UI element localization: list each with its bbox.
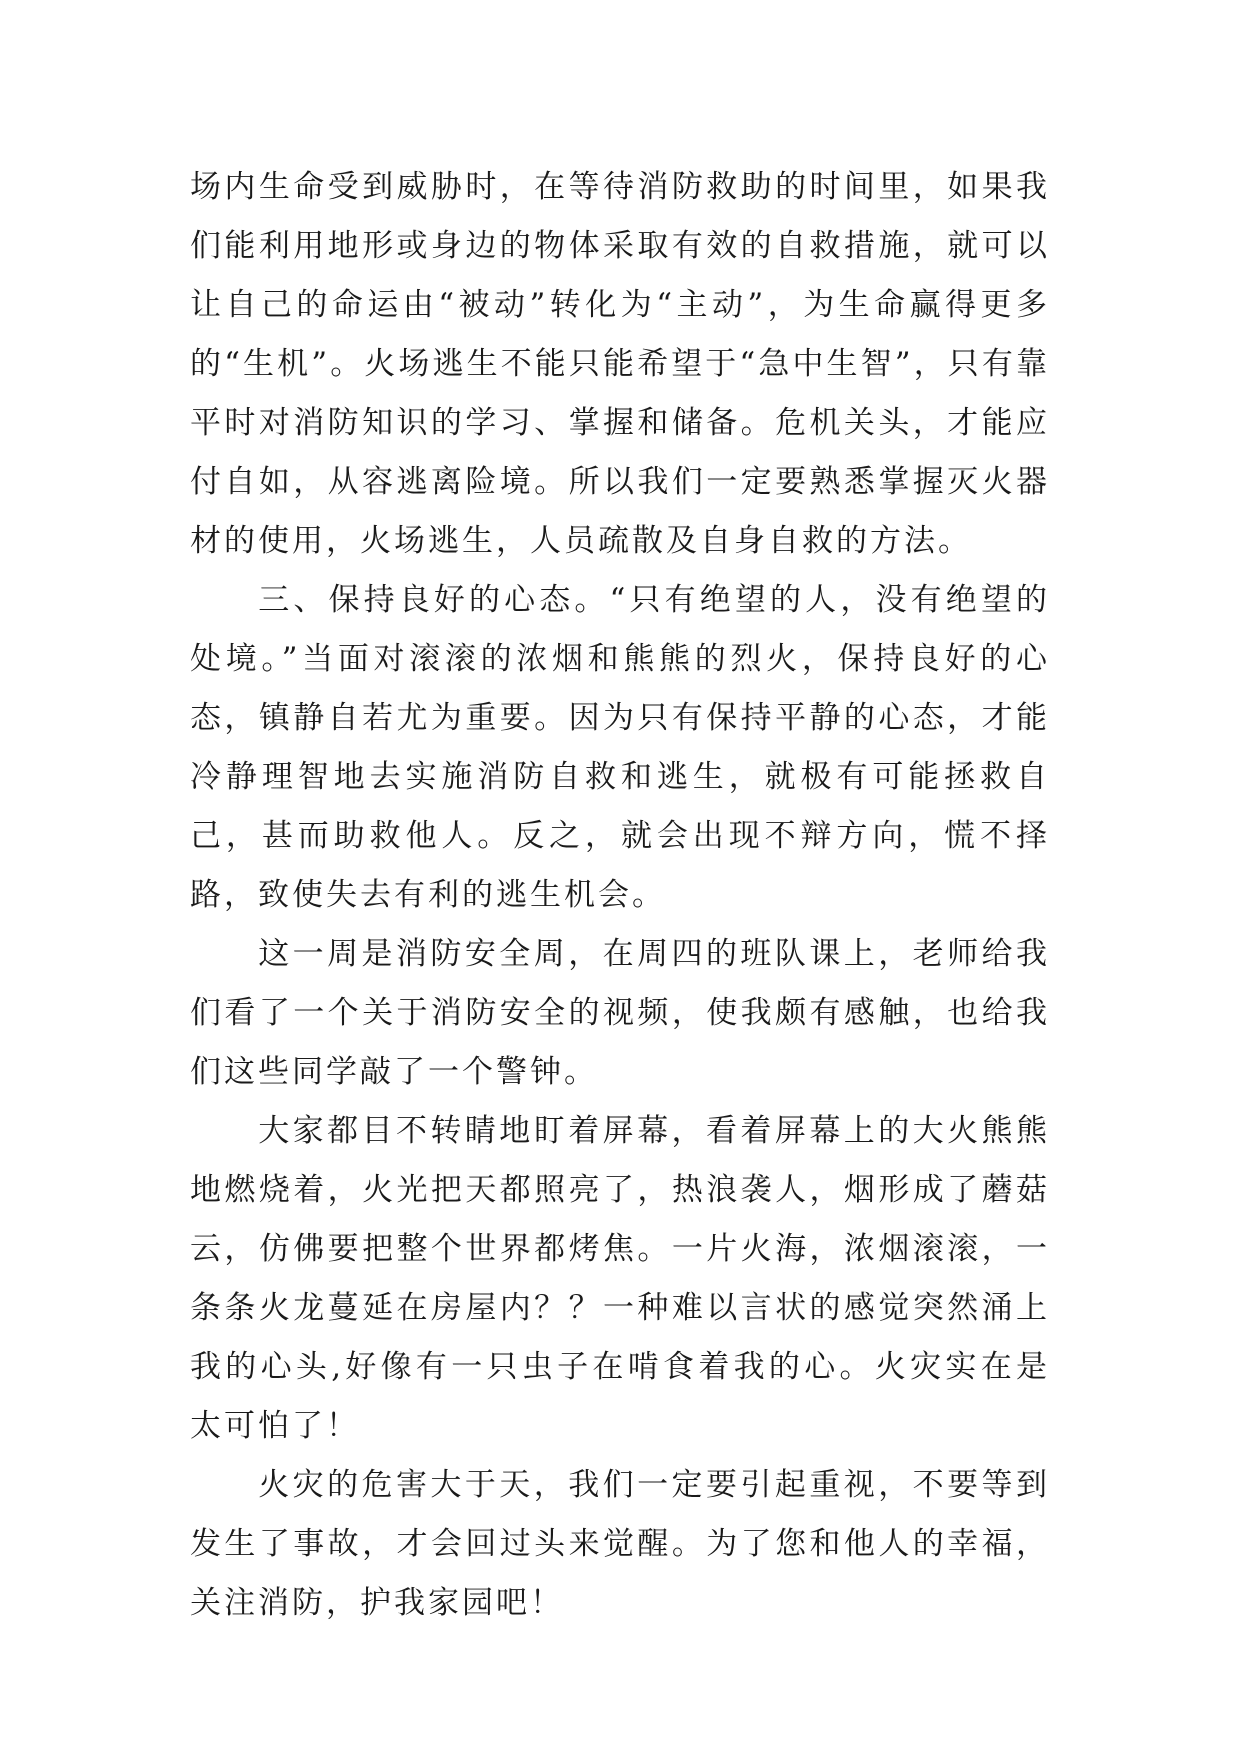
paragraph-conclusion: 火灾的危害大于天，我们一定要引起重视，不要等到发生了事故，才会回过头来觉醒。为了您和他人的幸福，关注消防，护我家园吧！ [190, 1467, 1050, 1621]
paragraph-good-mindset: 三、保持良好的心态。“只有绝望的人，没有绝望的处境。”当面对滚滚的浓烟和熊熊的烈火，保持良好的心态，镇静自若尤为重要。因为只有保持平静的心态，才能冷静理智地去实施消防自救和逃生，就极有可能拯救自己，甚而助救他人。反之，就会出现不辩方向，慌不择路，致使失去有利的逃生机会。 [190, 582, 1050, 913]
paragraph-fire-self-rescue: 场内生命受到威胁时，在等待消防救助的时间里，如果我们能利用地形或身边的物体采取有效的自救措施，就可以让自己的命运由“被动”转化为“主动”，为生命赢得更多的“生机”。火场逃生不能只能希望于“急中生智”，只有靠平时对消防知识的学习、掌握和储备。危机关头，才能应付自如，从容逃离险境。所以我们一定要熟悉掌握灭火器材的使用，火场逃生，人员疏散及自身自救的方法。 [190, 169, 1050, 559]
document-body [190, 158, 1050, 1633]
paragraph-video-impression: 大家都目不转睛地盯着屏幕，看着屏幕上的大火熊熊地燃烧着，火光把天都照亮了，热浪袭人，烟形成了蘑菇云，仿佛要把整个世界都烤焦。一片火海，浓烟滚滚，一条条火龙蔓延在房屋内？？一种难以言状的感觉突然涌上我的心头,好像有一只虫子在啃食着我的心。火灾实在是太可怕了！ [190, 1113, 1050, 1444]
paragraph-safety-week: 这一周是消防安全周，在周四的班队课上，老师给我们看了一个关于消防安全的视频，使我颇有感触，也给我们这些同学敲了一个警钟。 [190, 936, 1050, 1090]
